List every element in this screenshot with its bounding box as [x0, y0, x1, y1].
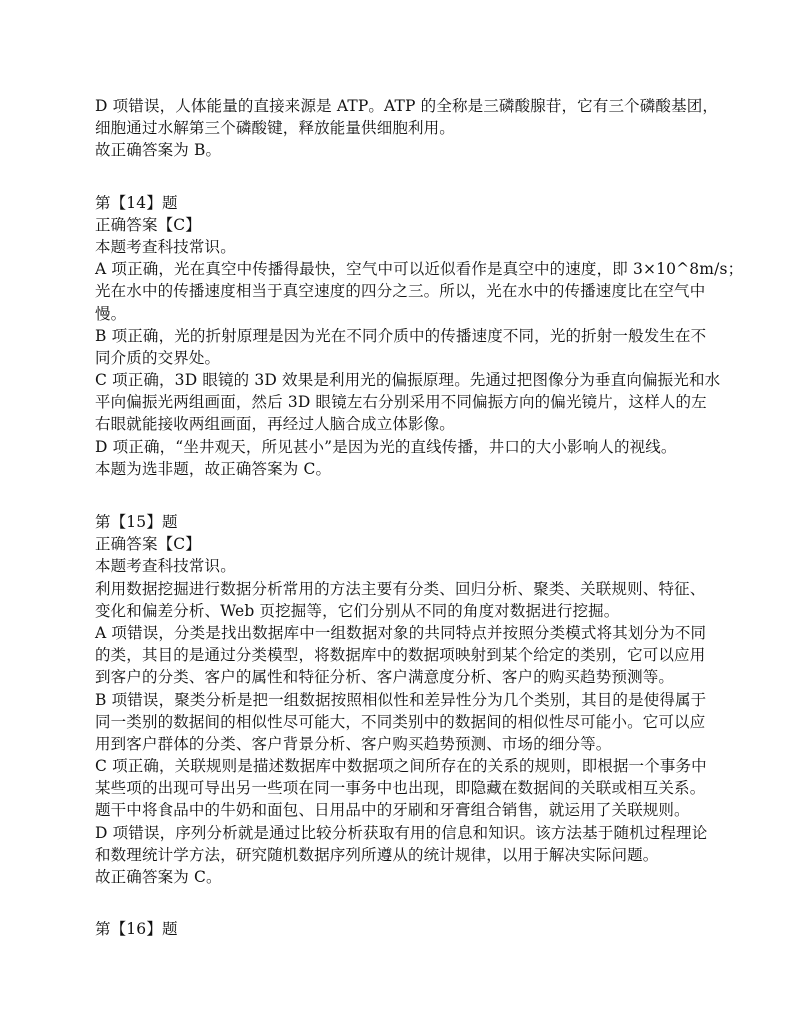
text-line: B 项正确，光的折射原理是因为光在不同介质中的传播速度不同，光的折射一般发生在不 — [95, 326, 707, 345]
text-line: 故正确答案为 C。 — [95, 868, 222, 886]
text-line: 到客户的分类、客户的属性和特征分析、客户满意度分析、客户的购买趋势预测等。 — [95, 668, 675, 687]
text-line: 同一类别的数据间的相似性尽可能大，不同类别中的数据间的相似性尽可能小。它可以应 — [95, 712, 706, 731]
text-line: 的类，其目的是通过分类模型，将数据库中的数据项映射到某个给定的类别，它可以应用 — [95, 646, 706, 665]
text-line: 同介质的交界处。 — [95, 348, 221, 367]
text-line: 用到客户群体的分类、客户背景分析、客户购买趋势预测、市场的细分等。 — [95, 734, 612, 753]
text-line: 慢。 — [95, 304, 127, 323]
text-line: 本题考查科技常识。 — [95, 557, 236, 576]
text-line: 本题考查科技常识。 — [95, 237, 236, 256]
question-heading: 第【15】题 — [95, 513, 178, 531]
document-page — [95, 95, 744, 940]
text-line: 右眼就能接收两组画面，再经过人脑合成立体影像。 — [95, 415, 455, 434]
text-line: 某些项的出现可导出另一些项在同一事务中也出现，即隐藏在数据间的关联或相互关系。 — [95, 779, 706, 798]
text-line: D 项正确，“坐井观天，所见甚小”是因为光的直线传播，井口的大小影响人的视线。 — [95, 437, 677, 456]
text-line: 平向偏振光两组画面，然后 3D 眼镜左右分别采用不同偏振方向的偏光镜片，这样人的左 — [95, 393, 707, 412]
text-line: B 项错误，聚类分析是把一组数据按照相似性和差异性分为几个类别，其目的是使得属于 — [95, 690, 707, 709]
text-line: C 项正确，关联规则是描述数据库中数据项之间所存在的关系的规则，即根据一个事务中 — [95, 757, 707, 776]
question-heading: 第【16】题 — [95, 920, 178, 939]
text-line: A 项正确，光在真空中传播得最快，空气中可以近似看作是真空中的速度，即 3×10^8m/s； — [95, 260, 744, 279]
text-line: D 项错误，人体能量的直接来源是 ATP。ATP 的全称是三磷酸腺苷，它有三个磷酸基团， — [95, 97, 719, 115]
question-14-answer — [95, 192, 744, 480]
text-line: C 项正确，3D 眼镜的 3D 效果是利用光的偏振原理。先通过把图像分为垂直向偏振光和水 — [95, 371, 721, 390]
question-15-answer — [95, 511, 725, 888]
question-heading: 第【14】题 — [95, 193, 178, 212]
text-line: 光在水中的传播速度相当于真空速度的四分之三。所以，光在水中的传播速度比在空气中 — [95, 282, 706, 301]
correct-answer: 正确答案【C】 — [95, 215, 201, 234]
answer-13-continuation — [95, 95, 725, 162]
correct-answer: 正确答案【C】 — [95, 535, 201, 554]
text-line: 题干中将食品中的牛奶和面包、日用品中的牙刷和牙膏组合销售，就运用了关联规则。 — [95, 801, 690, 820]
text-line: 故正确答案为 B。 — [95, 141, 222, 160]
text-line: 利用数据挖掘进行数据分析常用的方法主要有分类、回归分析、聚类、关联规则、特征、 — [95, 579, 706, 598]
text-line: 和数理统计学方法，研究随机数据序列所遵从的统计规律，以用于解决实际问题。 — [95, 845, 659, 864]
text-line: 变化和偏差分析、Web 页挖掘等，它们分别从不同的角度对数据进行挖掘。 — [95, 601, 620, 620]
text-line: 细胞通过水解第三个磷酸键，释放能量供细胞利用。 — [95, 119, 455, 138]
text-line: A 项错误，分类是找出数据库中一组数据对象的共同特点并按照分类模式将其划分为不同 — [95, 623, 707, 642]
text-line: 本题为选非题，故正确答案为 C。 — [95, 459, 332, 478]
text-line: D 项错误，序列分析就是通过比较分析获取有用的信息和知识。该方法基于随机过程理论 — [95, 823, 708, 842]
question-16-heading-block — [95, 918, 725, 940]
